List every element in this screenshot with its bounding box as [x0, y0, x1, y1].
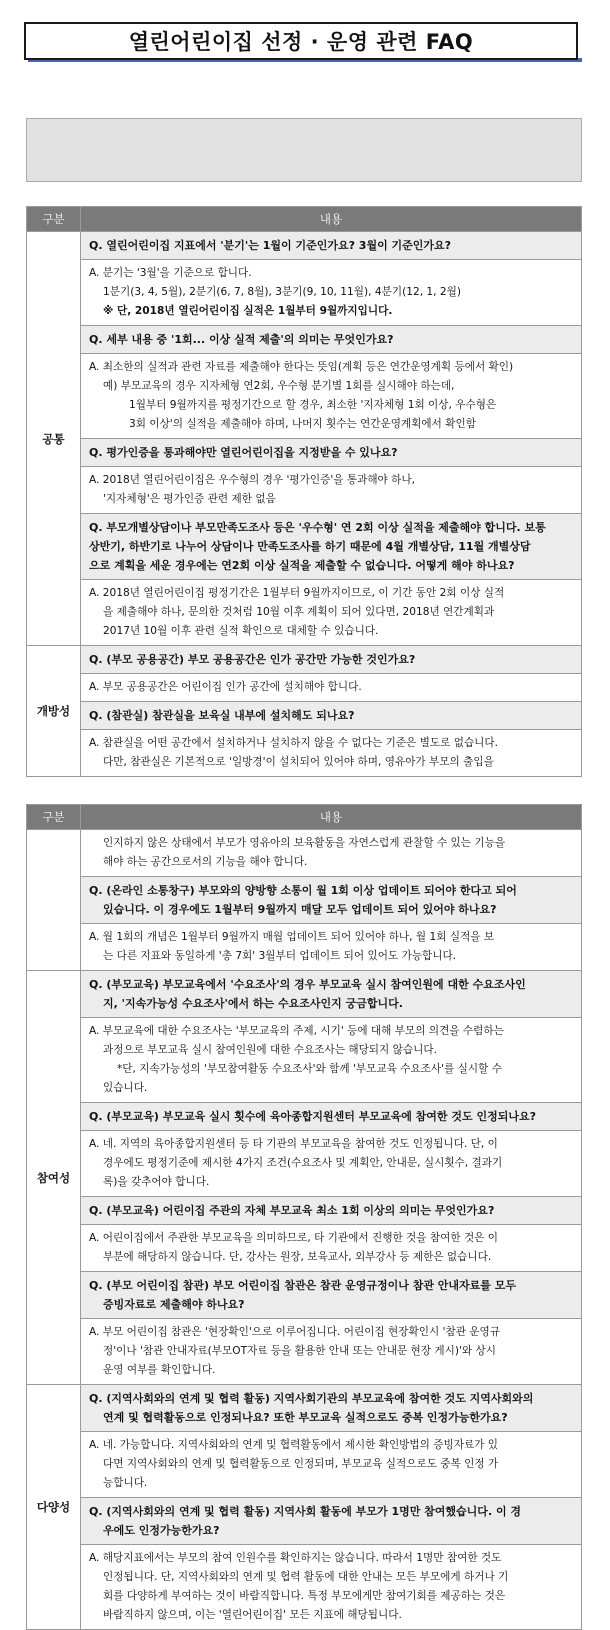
table-row: [27, 674, 582, 702]
table-row: [27, 971, 582, 1018]
table-row: [27, 467, 582, 514]
table-row: [27, 439, 582, 467]
question: Q. (참관실) 참관실을 보육실 내부에 설치해도 되나요?: [81, 702, 582, 730]
header-content: 내용: [81, 805, 582, 830]
answer: A. 부모 공용공간은 어린이집 인가 공간에 설치해야 합니다.: [81, 674, 582, 702]
question: Q. 세부 내용 중 '1회... 이상 실적 제출'의 의미는 무엇인가요?: [81, 326, 582, 354]
table-row: [27, 730, 582, 777]
category-open: 개방성: [27, 646, 81, 777]
question: Q. (온라인 소통창구) 부모와의 양방향 소통이 월 1회 이상 업데이트 되어야 한다고 되어 있습니다. 이 경우에도 1월부터 9월까지 매달 모두 업데이트 되어 있어야 하나요?: [81, 877, 582, 924]
answer: A. 네. 지역의 육아종합지원센터 등 타 기관의 부모교육을 참여한 것도 인정됩니다. 단, 이 경우에도 평정기준에 제시한 4가지 조건(수요조사 및 계획안, 안내문, 실시횟수, 결과기 록)을 갖추어야 합니다.: [81, 1131, 582, 1197]
question: Q. (지역사회와의 연계 및 협력 활동) 지역사회 활동에 부모가 1명만 참여했습니다. 이 경 우에도 인정가능한가요?: [81, 1498, 582, 1545]
question: Q. (부모교육) 어린이집 주관의 자체 부모교육 최소 1회 이상의 의미는 무엇인가요?: [81, 1197, 582, 1225]
table-row: [27, 1225, 582, 1272]
answer: A. 참관실을 어떤 공간에서 설치하거나 설치하지 않을 수 없다는 기준은 별도로 없습니다. 다만, 참관실은 기본적으로 '일방경'이 설치되어 있어야 하며, 영유아가 부모의 출입을: [81, 730, 582, 777]
category-common: 공통: [27, 232, 81, 646]
table-row: [27, 646, 582, 674]
question: Q. (지역사회와의 연계 및 협력 활동) 지역사회기관의 부모교육에 참여한 것도 지역사회와의 연계 및 협력활동으로 인정되나요? 또한 부모교육 실적으로도 중복 인정가능한가요?: [81, 1385, 582, 1432]
summary-box: [26, 118, 582, 182]
table-row: [27, 1018, 582, 1103]
title-box: [24, 22, 578, 60]
answer: A. 네. 가능합니다. 지역사회와의 연계 및 협력활동에서 제시한 확인방법의 증빙자료가 있 다면 지역사회와의 연계 및 협력활동으로 인정되며, 부모교육 실적으로도 중복 인정 가 능합니다.: [81, 1432, 582, 1498]
question: Q. (부모 어린이집 참관) 부모 어린이집 참관은 참관 운영규정이나 참관 안내자료를 모두 증빙자료로 제출해야 하나요?: [81, 1272, 582, 1319]
question: Q. 열린어린이집 지표에서 '분기'는 1월이 기준인가요? 3월이 기준인가요?: [81, 232, 582, 260]
answer: A. 최소한의 실적과 관련 자료를 제출해야 한다는 뜻임(계획 등은 연간운영계획 등에서 확인) 예) 부모교육의 경우 지자체형 연2회, 우수형 분기별 1회를 실시해야 하는데, 1월부터 9월까지를 평정기간으로 할 경우, 최소한 '지자체형 1회 이상, 우수형은 3회 이상'의 실적을 제출해야 하며, 나머지 횟수는 연간운영계획에서 확인함: [81, 354, 582, 439]
header-category: 구분: [27, 805, 81, 830]
table-row: [27, 326, 582, 354]
table-row: [27, 1272, 582, 1319]
page-title: 열린어린이집 선정 · 운영 관련 FAQ: [128, 30, 474, 54]
table-row: [27, 514, 582, 580]
answer: A. 부모 어린이집 참관은 '현장확인'으로 이루어집니다. 어린이집 현장확인시 '참관 운영규 정'이나 '참관 안내자료(부모OT자료 등을 활용한 안내 또는 안내문 현장 게시)'와 상시 운영 여부를 확인합니다.: [81, 1319, 582, 1385]
question: Q. 부모개별상담이나 부모만족도조사 등은 '우수형' 연 2회 이상 실적을 제출해야 합니다. 보통 상반기, 하반기로 나누어 상담이나 만족도조사를 하기 때문에 4월 개별상담, 11월 개별상담 으로 계획을 세운 경우에는 연2회 이상 실적을 제출할 수 없습니다. 어떻게 해야 하나요?: [81, 514, 582, 580]
table-row: [27, 1498, 582, 1545]
table-row: [27, 1131, 582, 1197]
question: Q. (부모교육) 부모교육에서 '수요조사'의 경우 부모교육 실시 참여인원에 대한 수요조사인 지, '지속가능성 수요조사'에서 하는 수요조사인지 궁금합니다.: [81, 971, 582, 1018]
table-row: [27, 260, 582, 326]
faq-table-2: [26, 804, 582, 1630]
table-row: [27, 830, 582, 877]
question: Q. (부모교육) 부모교육 실시 횟수에 육아종합지원센터 부모교육에 참여한 것도 인정되나요?: [81, 1103, 582, 1131]
question: Q. 평가인증을 통과해야만 열린어린이집을 지정받을 수 있나요?: [81, 439, 582, 467]
answer: A. 어린이집에서 주관한 부모교육을 의미하므로, 타 기관에서 진행한 것을 참여한 것은 이 부분에 해당하지 않습니다. 단, 강사는 원장, 보육교사, 외부강사 등 제한은 없습니다.: [81, 1225, 582, 1272]
category-open-continued: [27, 830, 81, 971]
title-container: [24, 22, 584, 64]
table-row: [27, 702, 582, 730]
answer: A. 해당지표에서는 부모의 참여 인원수를 확인하지는 않습니다. 따라서 1명만 참여한 것도 인정됩니다. 단, 지역사회와의 연계 및 협력 활동에 대한 안내는 모든 부모에게 하거나 기 회를 다양하게 부여하는 것이 바람직합니다. 특정 부모에게만 참여기회를 제공하는 것은 바람직하지 않으며, 이는 '열린어린이집' 모든 지표에 해당됩니다.: [81, 1545, 582, 1630]
question: Q. (부모 공용공간) 부모 공용공간은 인가 공간만 가능한 것인가요?: [81, 646, 582, 674]
table-row: [27, 877, 582, 924]
answer: 인지하지 않은 상태에서 부모가 영유아의 보육활동을 자연스럽게 관찰할 수 있는 기능을 해야 하는 공간으로서의 기능을 해야 합니다.: [81, 830, 582, 877]
category-participation: 참여성: [27, 971, 81, 1385]
category-diversity: 다양성: [27, 1385, 81, 1630]
table-row: [27, 924, 582, 971]
header-content: 내용: [81, 207, 582, 232]
answer: A. 분기는 '3월'을 기준으로 합니다. 1분기(3, 4, 5월), 2분기(6, 7, 8월), 3분기(9, 10, 11월), 4분기(12, 1, 2월) ※ 단, 2018년 열린어린이집 실적은 1월부터 9월까지입니다.: [81, 260, 582, 326]
answer: A. 부모교육에 대한 수요조사는 '부모교육의 주제, 시기' 등에 대해 부모의 의견을 수렴하는 과정으로 부모교육 실시 참여인원에 대한 수요조사는 해당되지 않습니다. *단, 지속가능성의 '부모참여활동 수요조사'와 함께 '부모교육 수요조사'를 실시할 수 있습니다.: [81, 1018, 582, 1103]
table-row: [27, 354, 582, 439]
table-row: [27, 1319, 582, 1385]
table-row: [27, 1385, 582, 1432]
table-row: [27, 1197, 582, 1225]
faq-table-1: [26, 206, 582, 777]
header-category: 구분: [27, 207, 81, 232]
table-row: [27, 1432, 582, 1498]
answer: A. 2018년 열린어린이집은 우수형의 경우 '평가인증'을 통과해야 하나, '지자체형'은 평가인증 관련 제한 없음: [81, 467, 582, 514]
answer: A. 2018년 열린어린이집 평정기간은 1월부터 9월까지이므로, 이 기간 동안 2회 이상 실적 을 제출해야 하나, 문의한 것처럼 10월 이후 계획이 되어 있다면, 2018년 연간계획과 2017년 10월 이후 관련 실적 확인으로 대체할 수 있습니다.: [81, 580, 582, 646]
table-row: [27, 1103, 582, 1131]
answer: A. 월 1회의 개념은 1월부터 9월까지 매월 업데이트 되어 있어야 하나, 월 1회 실적을 보 는 다른 지표와 동일하게 '총 7회' 3월부터 업데이트 되어 있어도 가능합니다.: [81, 924, 582, 971]
table-row: [27, 580, 582, 646]
table-row: [27, 1545, 582, 1630]
table-row: [27, 232, 582, 260]
